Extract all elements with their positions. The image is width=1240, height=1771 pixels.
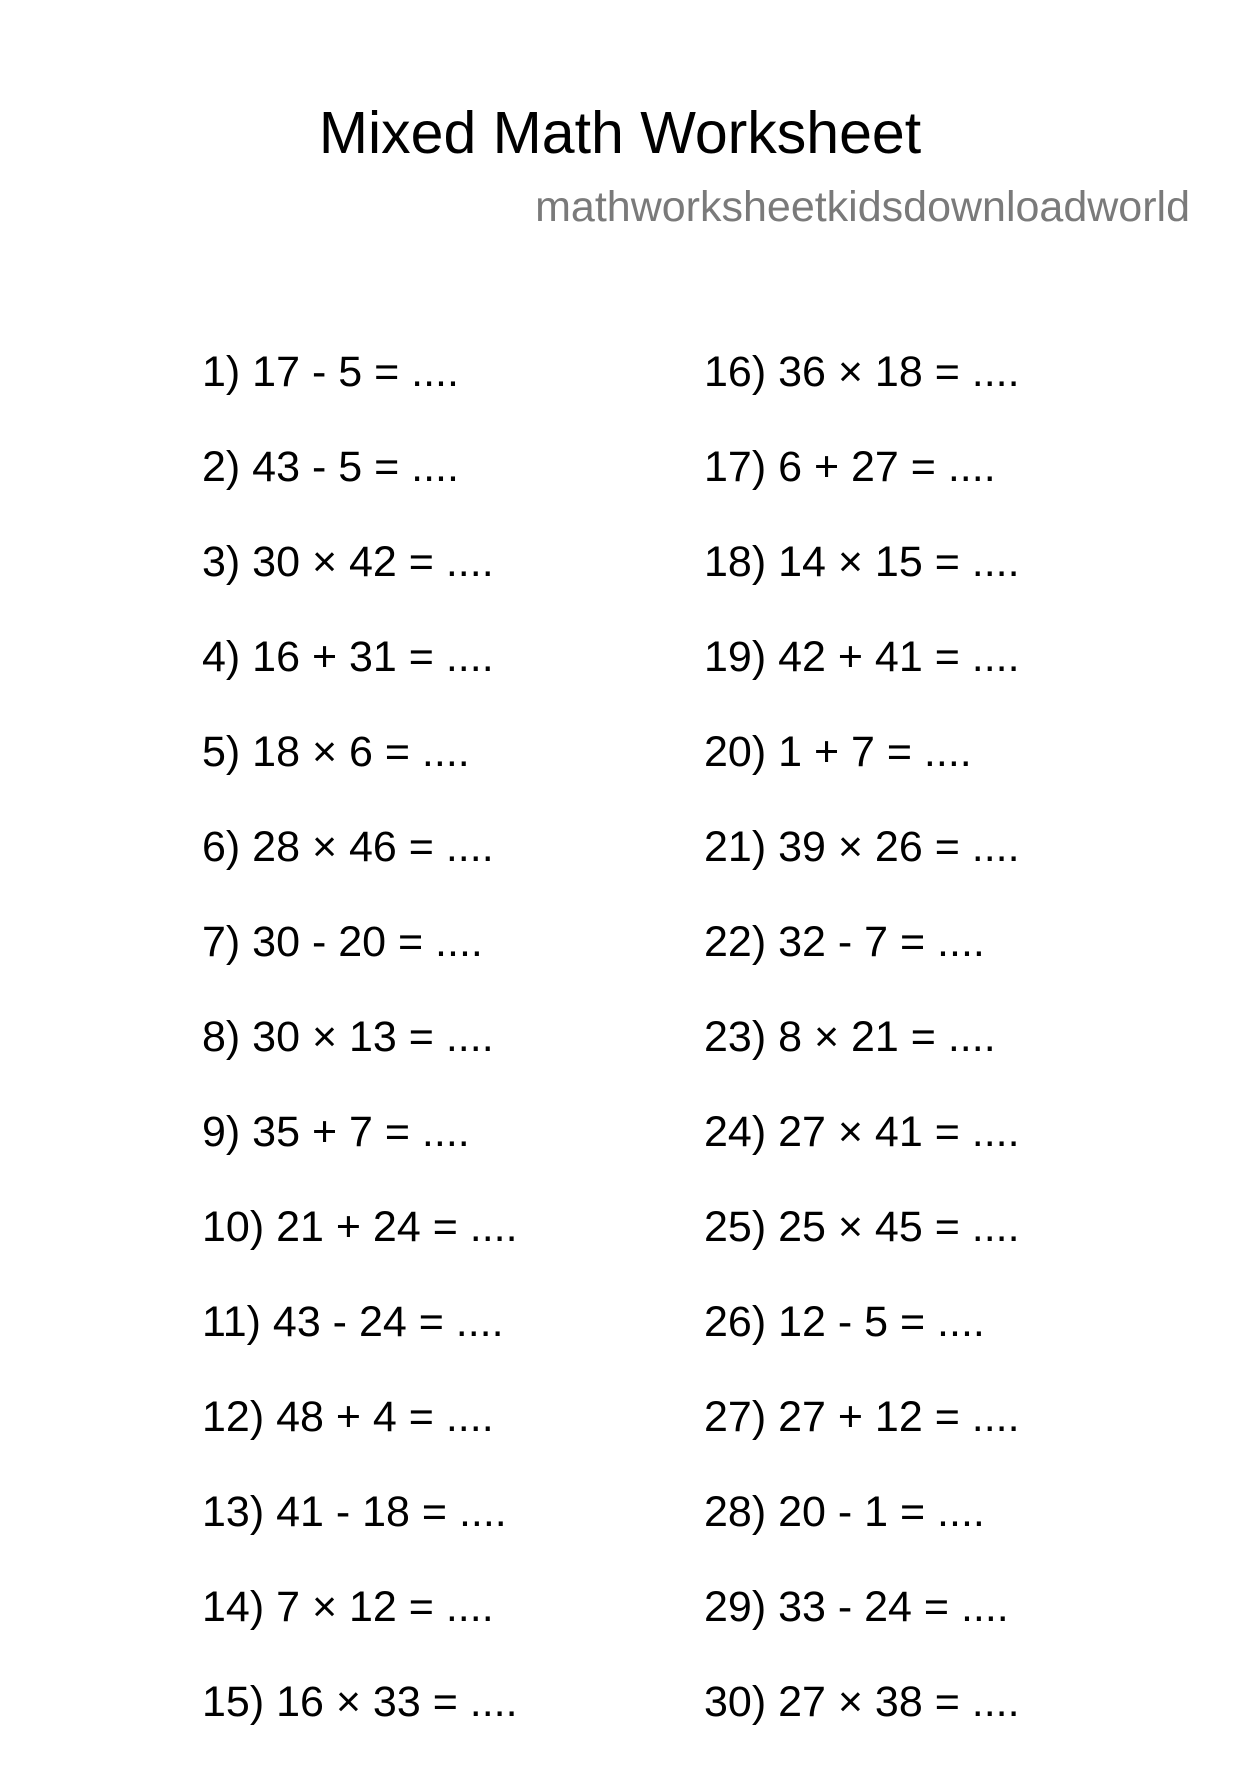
problem-11: 11) 43 - 24 = .... xyxy=(202,1298,504,1346)
problem-column-right xyxy=(704,346,1020,1771)
problem-9: 9) 35 + 7 = .... xyxy=(202,1108,470,1156)
problem-22: 22) 32 - 7 = .... xyxy=(704,918,985,966)
problem-18: 18) 14 × 15 = .... xyxy=(704,538,1020,586)
problem-28: 28) 20 - 1 = .... xyxy=(704,1488,985,1536)
problem-4: 4) 16 + 31 = .... xyxy=(202,633,494,681)
problem-10: 10) 21 + 24 = .... xyxy=(202,1203,518,1251)
problem-15: 15) 16 × 33 = .... xyxy=(202,1678,518,1726)
problem-29: 29) 33 - 24 = .... xyxy=(704,1583,1009,1631)
problem-24: 24) 27 × 41 = .... xyxy=(704,1108,1020,1156)
problem-14: 14) 7 × 12 = .... xyxy=(202,1583,494,1631)
problem-19: 19) 42 + 41 = .... xyxy=(704,633,1020,681)
problem-2: 2) 43 - 5 = .... xyxy=(202,443,459,491)
problem-7: 7) 30 - 20 = .... xyxy=(202,918,483,966)
problem-20: 20) 1 + 7 = .... xyxy=(704,728,972,776)
problem-27: 27) 27 + 12 = .... xyxy=(704,1393,1020,1441)
problem-1: 1) 17 - 5 = .... xyxy=(202,348,459,396)
problem-25: 25) 25 × 45 = .... xyxy=(704,1203,1020,1251)
problem-21: 21) 39 × 26 = .... xyxy=(704,823,1020,871)
page-title: Mixed Math Worksheet xyxy=(318,100,922,166)
problem-23: 23) 8 × 21 = .... xyxy=(704,1013,996,1061)
problem-12: 12) 48 + 4 = .... xyxy=(202,1393,494,1441)
problem-13: 13) 41 - 18 = .... xyxy=(202,1488,507,1536)
problem-30: 30) 27 × 38 = .... xyxy=(704,1678,1020,1726)
problem-8: 8) 30 × 13 = .... xyxy=(202,1013,494,1061)
problem-column-left xyxy=(202,346,518,1771)
problem-6: 6) 28 × 46 = .... xyxy=(202,823,494,871)
problem-16: 16) 36 × 18 = .... xyxy=(704,348,1020,396)
problem-5: 5) 18 × 6 = .... xyxy=(202,728,470,776)
source-watermark: mathworksheetkidsdownloadworld xyxy=(535,183,1190,231)
problem-17: 17) 6 + 27 = .... xyxy=(704,443,996,491)
problem-3: 3) 30 × 42 = .... xyxy=(202,538,494,586)
problem-26: 26) 12 - 5 = .... xyxy=(704,1298,985,1346)
